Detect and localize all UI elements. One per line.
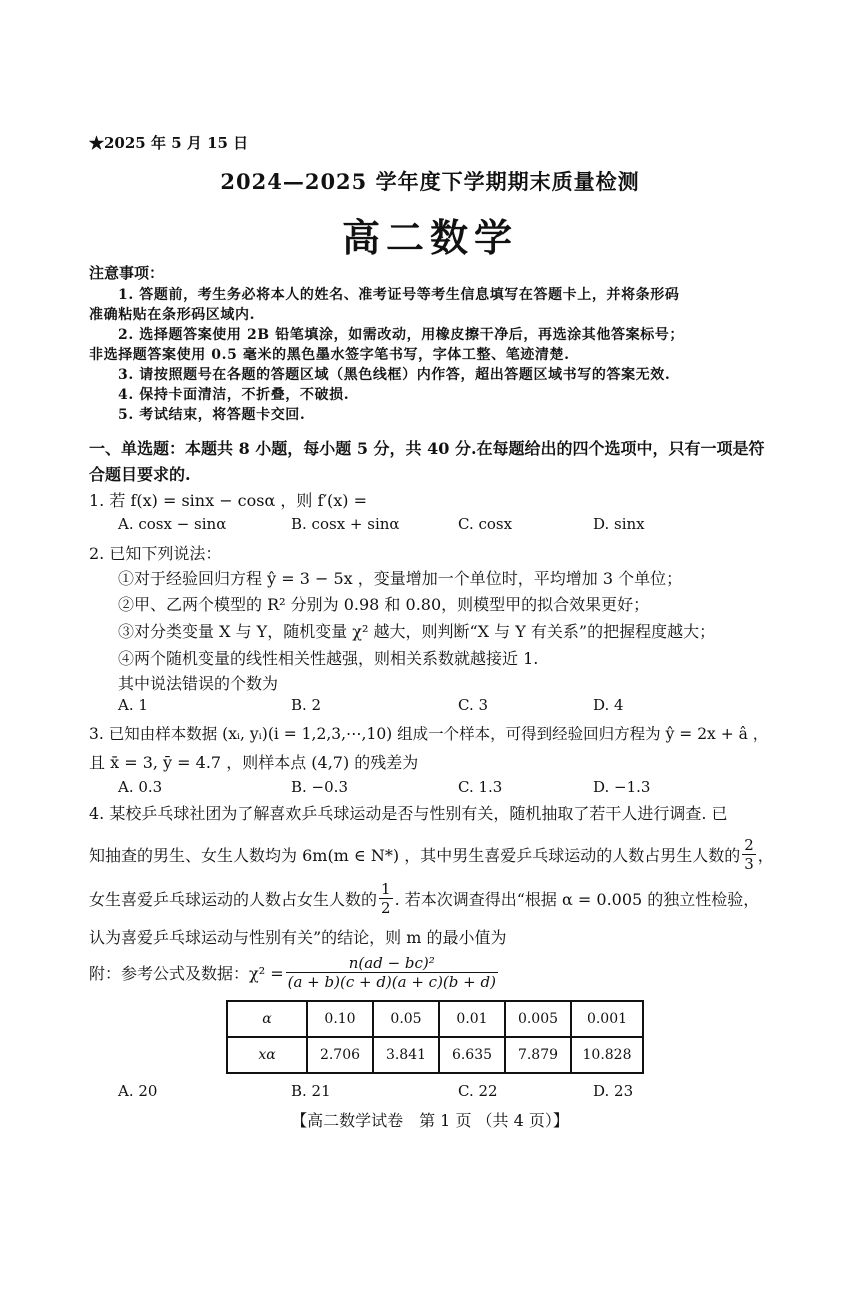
q2-option-d: D. 4 (593, 696, 624, 714)
q3-option-a: A. 0.3 (118, 778, 163, 796)
q4-text: . 若本次调查得出“根据 α = 0.005 的独立性检验， (394, 890, 760, 909)
question-4-line2 (89, 836, 774, 873)
table-cell: 2.706 (307, 1037, 373, 1073)
table-cell: 0.001 (571, 1001, 643, 1037)
notice-line: 4. 保持卡面清洁，不折叠，不破损. (118, 387, 350, 403)
q2-statement: ②甲、乙两个模型的 R² 分别为 0.98 和 0.80，则模型甲的拟合效果更好； (118, 595, 650, 614)
q2-ask: 其中说法错误的个数为 (118, 674, 279, 693)
fraction-numerator: 1 (381, 880, 391, 898)
table-cell: 0.10 (307, 1001, 373, 1037)
question-1-stem: 1. 若 f(x) = sinx − cosα ，则 f′(x) = (89, 491, 368, 510)
fraction-two-thirds (742, 836, 756, 873)
q1-option-d: D. sinx (593, 515, 645, 533)
q2-statement: ①对于经验回归方程 ŷ = 3 − 5x ，变量增加一个单位时，平均增加 3 个单位； (118, 569, 683, 588)
table-row-header: α (227, 1001, 307, 1037)
question-4-line4: 认为喜爱乒乓球运动与性别有关”的结论，则 m 的最小值为 (89, 928, 507, 947)
q4-option-a: A. 20 (118, 1082, 158, 1100)
notice-line: 5. 考试结束，将答题卡交回. (118, 407, 306, 423)
notice-line: 1. 答题前，考生务必将本人的姓名、准考证号等考生信息填写在答题卡上，并将条形码 (118, 287, 680, 303)
fraction-denominator: 2 (381, 899, 391, 917)
q4-text: 女生喜爱乒乓球运动的人数占女生人数的 (89, 890, 378, 909)
q4-option-b: B. 21 (291, 1082, 331, 1100)
q1-option-c: C. cosx (458, 515, 513, 533)
q1-option-b: B. cosx + sinα (291, 515, 400, 533)
table-cell: 6.635 (439, 1037, 505, 1073)
fraction-denominator: 3 (744, 855, 754, 873)
q4-option-d: D. 23 (593, 1082, 634, 1100)
q3-option-c: C. 1.3 (458, 778, 503, 796)
formula-numerator: n(ad − bc)² (348, 954, 435, 972)
table-cell: 7.879 (505, 1037, 571, 1073)
notice-line: 2. 选择题答案使用 2B 铅笔填涂，如需改动，用橡皮擦干净后，再选涂其他答案标号； (118, 327, 685, 343)
q2-option-b: B. 2 (291, 696, 322, 714)
reference-formula (89, 954, 500, 991)
question-2-stem: 2. 已知下列说法： (89, 544, 222, 563)
section-heading: 一、单选题：本题共 8 小题，每小题 5 分，共 40 分.在每题给出的四个选项中，只有一项是符 (89, 439, 765, 458)
page-footer: 【高二数学试卷 第 1 页 （共 4 页）】 (291, 1111, 569, 1130)
q4-option-c: C. 22 (458, 1082, 498, 1100)
fraction-numerator: 2 (744, 836, 754, 854)
question-4-line3 (89, 880, 759, 917)
q1-option-a: A. cosx − sinα (118, 515, 227, 533)
section-heading-cont: 合题目要求的. (89, 465, 191, 484)
q3-option-b: B. −0.3 (291, 778, 348, 796)
table-cell: 0.05 (373, 1001, 439, 1037)
q2-option-a: A. 1 (118, 696, 148, 714)
notice-line: 非选择题答案使用 0.5 毫米的黑色墨水签字笔书写，字体工整、笔迹清楚. (89, 347, 570, 363)
table-cell: 10.828 (571, 1037, 643, 1073)
table-cell: 0.01 (439, 1001, 505, 1037)
table-row (227, 1037, 643, 1073)
q4-text: ， (757, 846, 774, 865)
table-cell: 0.005 (505, 1001, 571, 1037)
q3-option-d: D. −1.3 (593, 778, 651, 796)
subject-title: 高二数学 (341, 215, 518, 260)
fraction-one-half (379, 880, 393, 917)
critical-value-table (226, 1000, 644, 1074)
notice-line: 准确粘贴在条形码区域内. (89, 307, 256, 323)
notice-heading: 注意事项： (89, 264, 165, 282)
formula-denominator: (a + b)(c + d)(a + c)(b + d) (287, 973, 496, 991)
table-row-header: xα (227, 1037, 307, 1073)
formula-label: 附：参考公式及数据：χ² = (89, 964, 284, 983)
question-3-stem-cont: 且 x̄ = 3, ȳ = 4.7 ，则样本点 (4,7) 的残差为 (89, 753, 419, 772)
q2-option-c: C. 3 (458, 696, 489, 714)
question-3-stem: 3. 已知由样本数据 (xᵢ, yᵢ)(i = 1,2,3,⋯,10) 组成一个样本，可得到经验回归方程为 ŷ = 2x + â ， (89, 725, 769, 743)
question-4-stem: 4. 某校乒乓球社团为了解喜欢乒乓球运动是否与性别有关，随机抽取了若干人进行调查. 已 (89, 804, 728, 823)
exam-date: ★2025 年 5 月 15 日 (89, 134, 249, 152)
table-cell: 3.841 (373, 1037, 439, 1073)
exam-title: 2024—2025 学年度下学期期末质量检测 (220, 169, 640, 194)
q2-statement: ③对分类变量 X 与 Y，随机变量 χ² 越大，则判断“X 与 Y 有关系”的把握程度越大； (118, 622, 716, 641)
chi-square-fraction (286, 954, 498, 991)
q2-statement: ④两个随机变量的线性相关性越强，则相关系数就越接近 1. (118, 649, 539, 668)
q4-text: 知抽查的男生、女生人数均为 6m(m ∈ N*) ，其中男生喜爱乒乓球运动的人数占男生人数的 (89, 846, 741, 865)
notice-line: 3. 请按照题号在各题的答题区域（黑色线框）内作答，超出答题区域书写的答案无效. (118, 367, 671, 383)
table-row (227, 1001, 643, 1037)
